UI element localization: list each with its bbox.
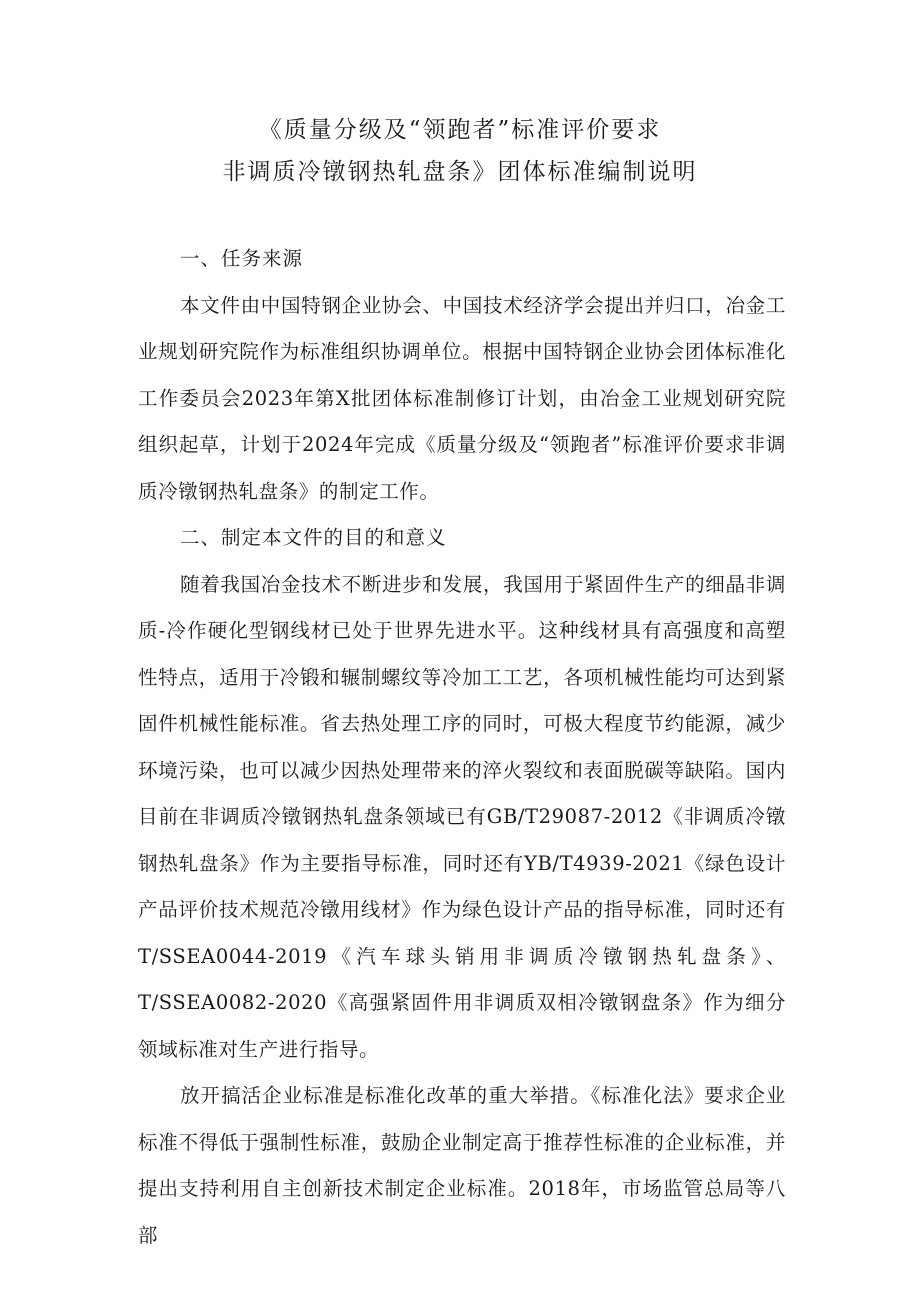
section-heading-task-source: 一、任务来源 [180,247,304,270]
document-title-line-2: 非调质冷镦钢热轧盘条》团体标准编制说明 [222,159,698,185]
section-heading-purpose: 二、制定本文件的目的和意义 [180,526,447,549]
document-title-line-1: 《质量分级及“领跑者”标准评价要求 [258,117,662,143]
paragraph-task-source: 本文件由中国特钢企业协会、中国技术经济学会提出并归口，冶金工业规划研究院作为标准组织协调单位。根据中国特钢企业协会团体标准化工作委员会2023年第X批团体标准制修订计划，由冶金工业规划研究院组织起草，计划于2024年完成《质量分级及“领跑者”标准评价要求非调质冷镦钢热轧盘条》的制定工作。 [138,293,786,503]
paragraph-purpose-background: 随着我国冶金技术不断进步和发展，我国用于紧固件生产的细晶非调质-冷作硬化型钢线材已处于世界先进水平。这种线材具有高强度和高塑性特点，适用于冷锻和辗制螺纹等冷加工工艺，各项机械性能均可达到紧固件机械性能标准。省去热处理工序的同时，可极大程度节约能源，减少环境污染，也可以减少因热处理带来的淬火裂纹和表面脱碳等缺陷。国内目前在非调质冷镦钢热轧盘条领域已有GB/T29087-2012《非调质冷镦钢热轧盘条》作为主要指导标准，同时还有YB/T4939-2021《绿色设计产品评价技术规范冷镦用线材》作为绿色设计产品的指导标准，同时还有T/SSEA0044-2019《汽车球头销用非调质冷镦钢热轧盘条》、T/SSEA0082-2020《高强紧固件用非调质双相冷镦钢盘条》作为细分领域标准对生产进行指导。 [138,572,786,1061]
document-body [138,236,786,1259]
paragraph-purpose-reform: 放开搞活企业标准是标准化改革的重大举措。《标准化法》要求企业标准不得低于强制性标准，鼓励企业制定高于推荐性标准的企业标准，并提出支持利用自主创新技术制定企业标准。2018年，市场监管总局等八部 [138,1084,786,1247]
